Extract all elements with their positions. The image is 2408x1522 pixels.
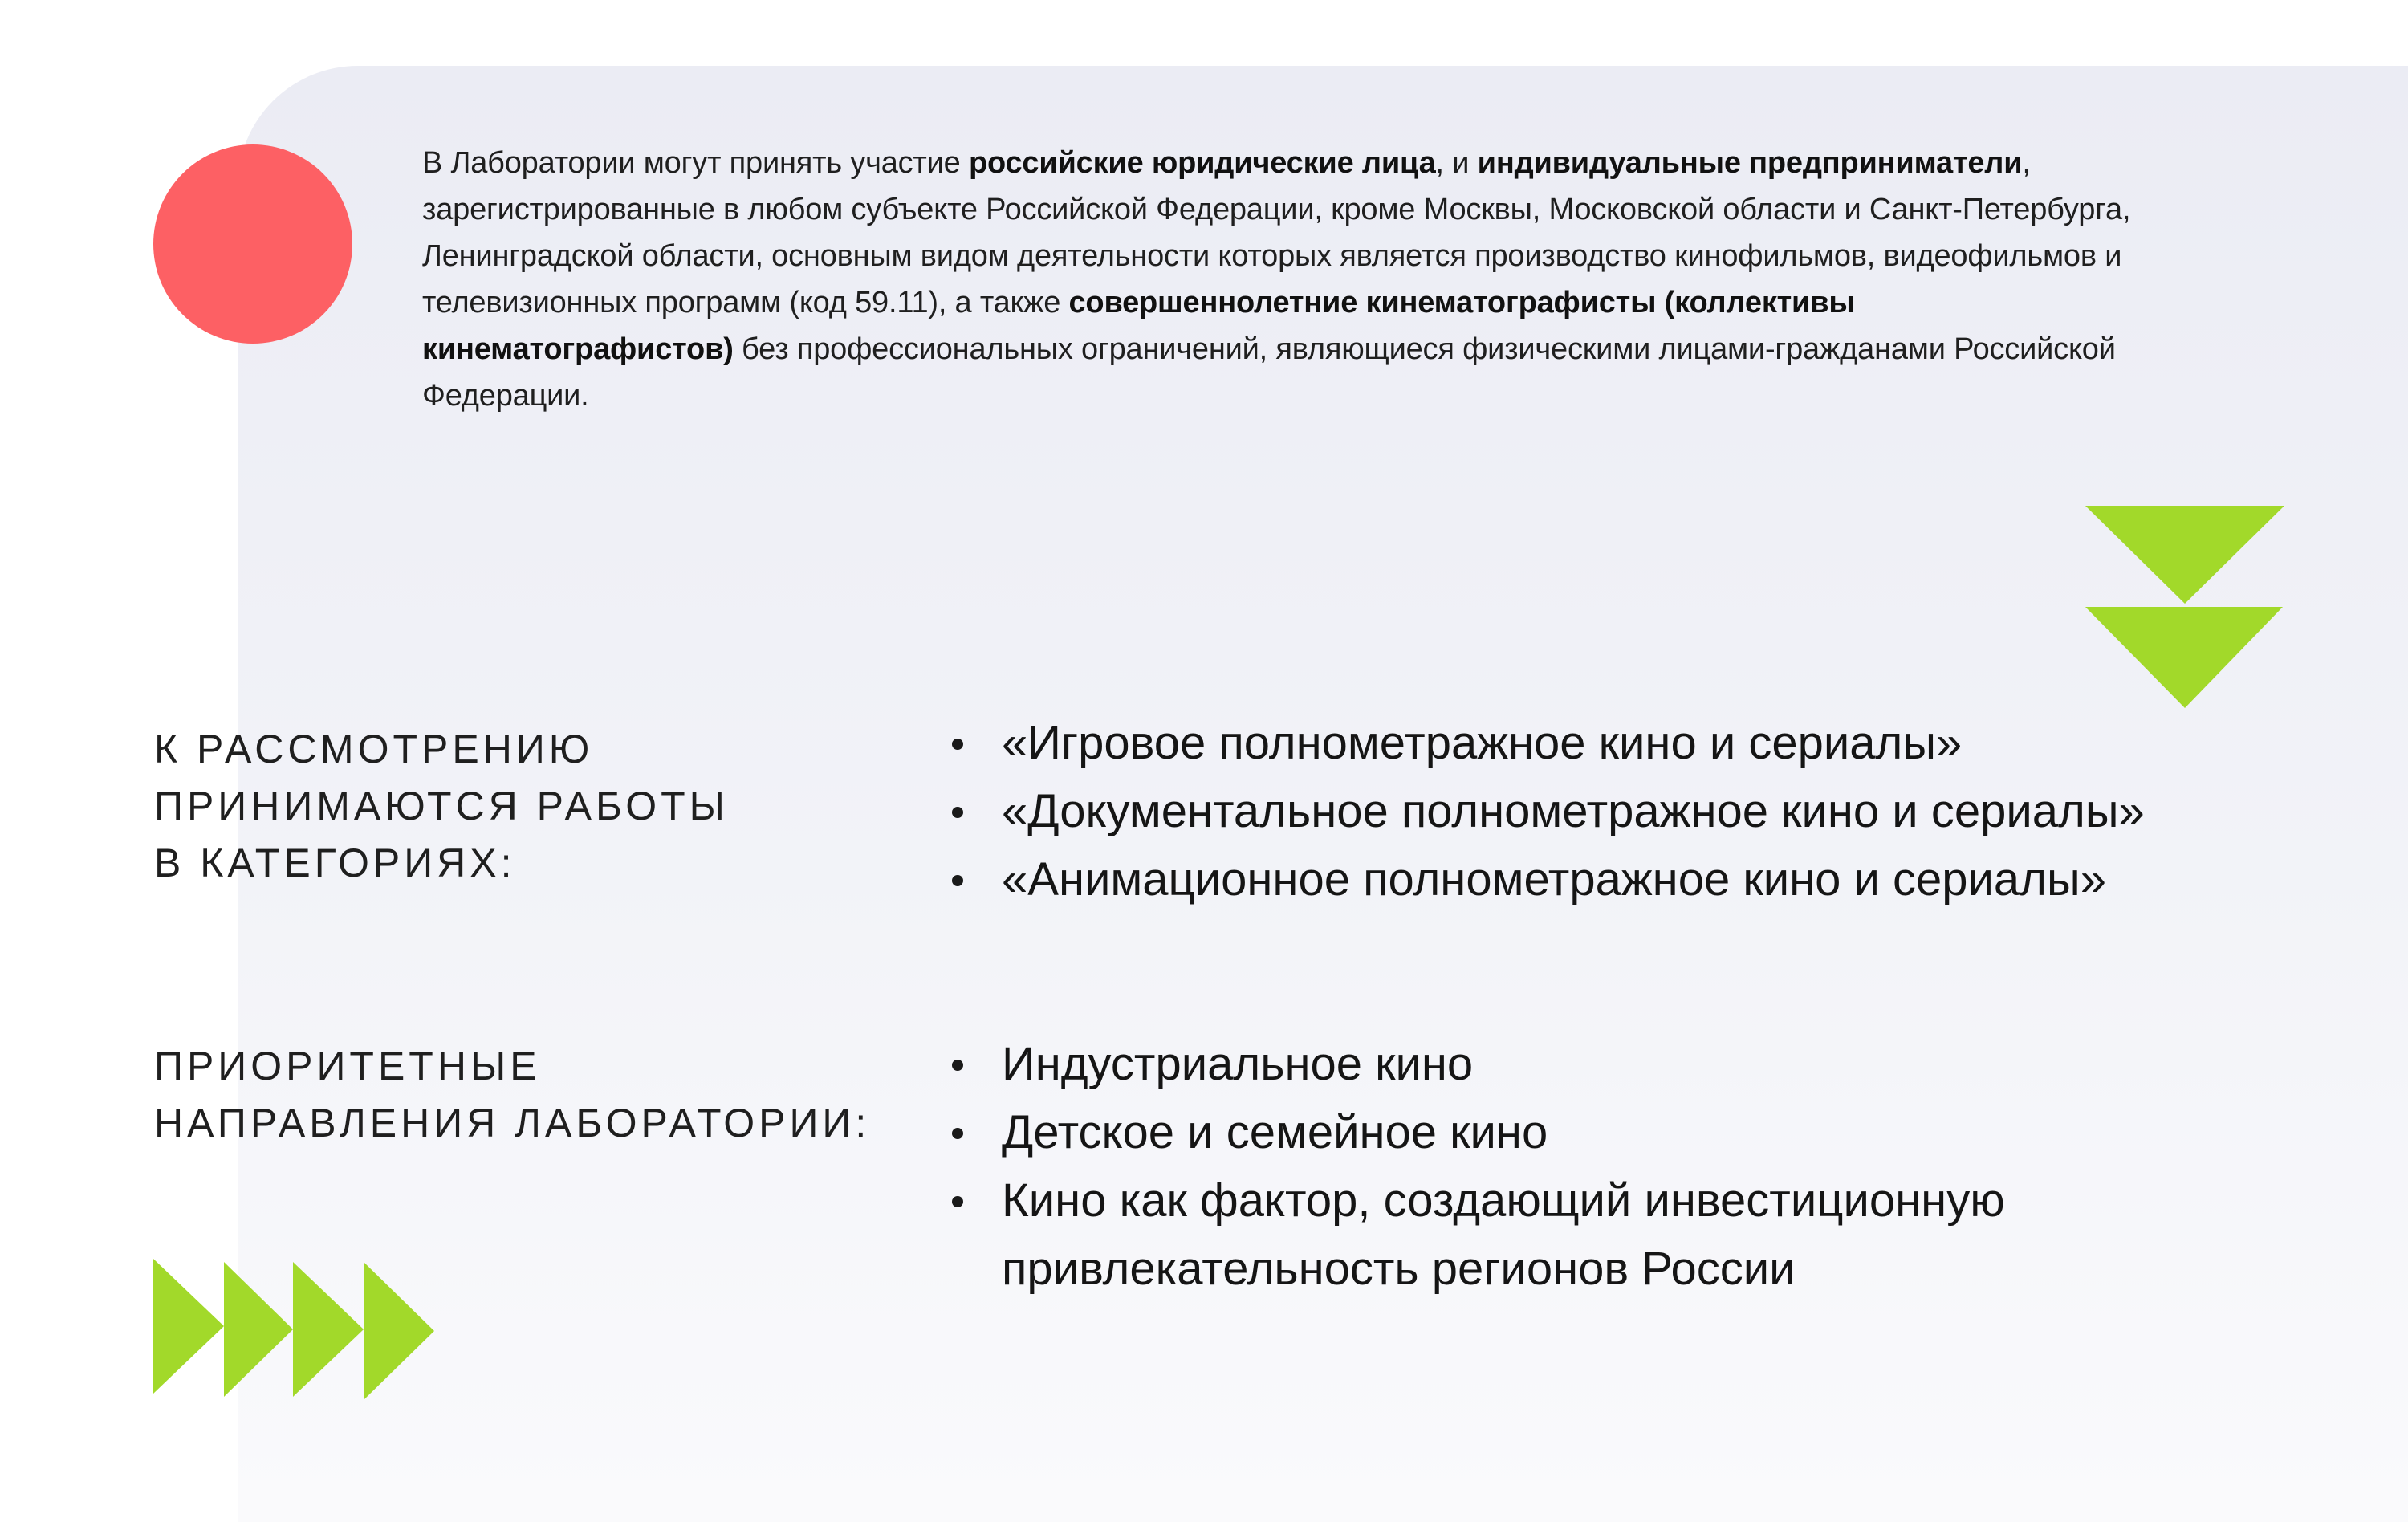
- categories-label-line-3: В КАТЕГОРИЯХ:: [154, 840, 516, 885]
- bullet-icon: [952, 807, 963, 818]
- intro-bold-legal-entities: российские юридические лица: [968, 146, 1436, 180]
- priority-item-industrial: Индустриальное кино: [1002, 1038, 1474, 1090]
- priority-item-investment-continuation: привлекательность регионов России: [1002, 1243, 1796, 1295]
- bullet-icon: [952, 739, 963, 750]
- arrow-3: [293, 1262, 364, 1397]
- category-item-documentary: «Документальное полнометражное кино и сериалы»: [1002, 785, 2145, 837]
- list-item: [947, 709, 2145, 777]
- categories-label: [154, 721, 729, 892]
- chevron-top: [2085, 506, 2284, 604]
- bullet-icon: [952, 1196, 963, 1207]
- right-arrows-icon: [153, 1259, 434, 1400]
- categories-label-line-2: ПРИНИМАЮТСЯ РАБОТЫ: [154, 783, 729, 828]
- bullet-icon: [952, 1128, 963, 1139]
- priority-item-investment: Кино как фактор, создающий инвестиционную: [1002, 1174, 2005, 1227]
- bullet-icon: [952, 1060, 963, 1071]
- list-item: [947, 1166, 2005, 1303]
- down-chevron-icon: [2085, 506, 2286, 708]
- intro-bold-entrepreneurs: индивидуальные предприниматели: [1477, 146, 2023, 180]
- priorities-label: [154, 1038, 870, 1152]
- priority-item-family: Детское и семейное кино: [1002, 1106, 1548, 1158]
- intro-text-2: , и: [1435, 146, 1478, 180]
- arrow-4: [364, 1262, 434, 1400]
- categories-label-line-1: К РАССМОТРЕНИЮ: [154, 726, 594, 771]
- priorities-label-line-1: ПРИОРИТЕТНЫЕ: [154, 1044, 541, 1089]
- intro-text-4: без профессиональных ограничений, являющиеся физическими лицами-гражданами Российской Федерации.: [422, 332, 2116, 413]
- bullet-icon: [952, 875, 963, 886]
- categories-list: [947, 709, 2145, 914]
- arrow-2: [224, 1262, 293, 1397]
- priorities-list: [947, 1030, 2005, 1303]
- list-item: [947, 845, 2145, 914]
- list-item: [947, 1098, 2005, 1166]
- category-item-animation: «Анимационное полнометражное кино и сериалы»: [1002, 853, 2106, 905]
- list-item: [947, 1030, 2005, 1098]
- priorities-label-line-2: НАПРАВЛЕНИЯ ЛАБОРАТОРИИ:: [154, 1101, 871, 1146]
- arrow-1: [153, 1259, 224, 1394]
- intro-text-1: В Лаборатории могут принять участие: [422, 146, 969, 180]
- intro-paragraph: [422, 140, 2156, 419]
- chevron-bottom: [2085, 607, 2283, 708]
- intro-bold-filmmakers: совершеннолетние кинематографисты (коллективы кинематографистов): [422, 286, 1855, 366]
- category-item-feature: «Игровое полнометражное кино и сериалы»: [1002, 717, 1963, 769]
- intro-text-3: , зарегистрированные в любом субъекте Российской Федерации, кроме Москвы, Московской области и Санкт-Петербурга, Ленинградской области, основным видом деятельности которых является производство кинофильмов, видеофильмов и телевизионных программ (код 59.11), а также: [422, 146, 2131, 319]
- red-circle-decoration: [153, 144, 352, 344]
- list-item: [947, 777, 2145, 845]
